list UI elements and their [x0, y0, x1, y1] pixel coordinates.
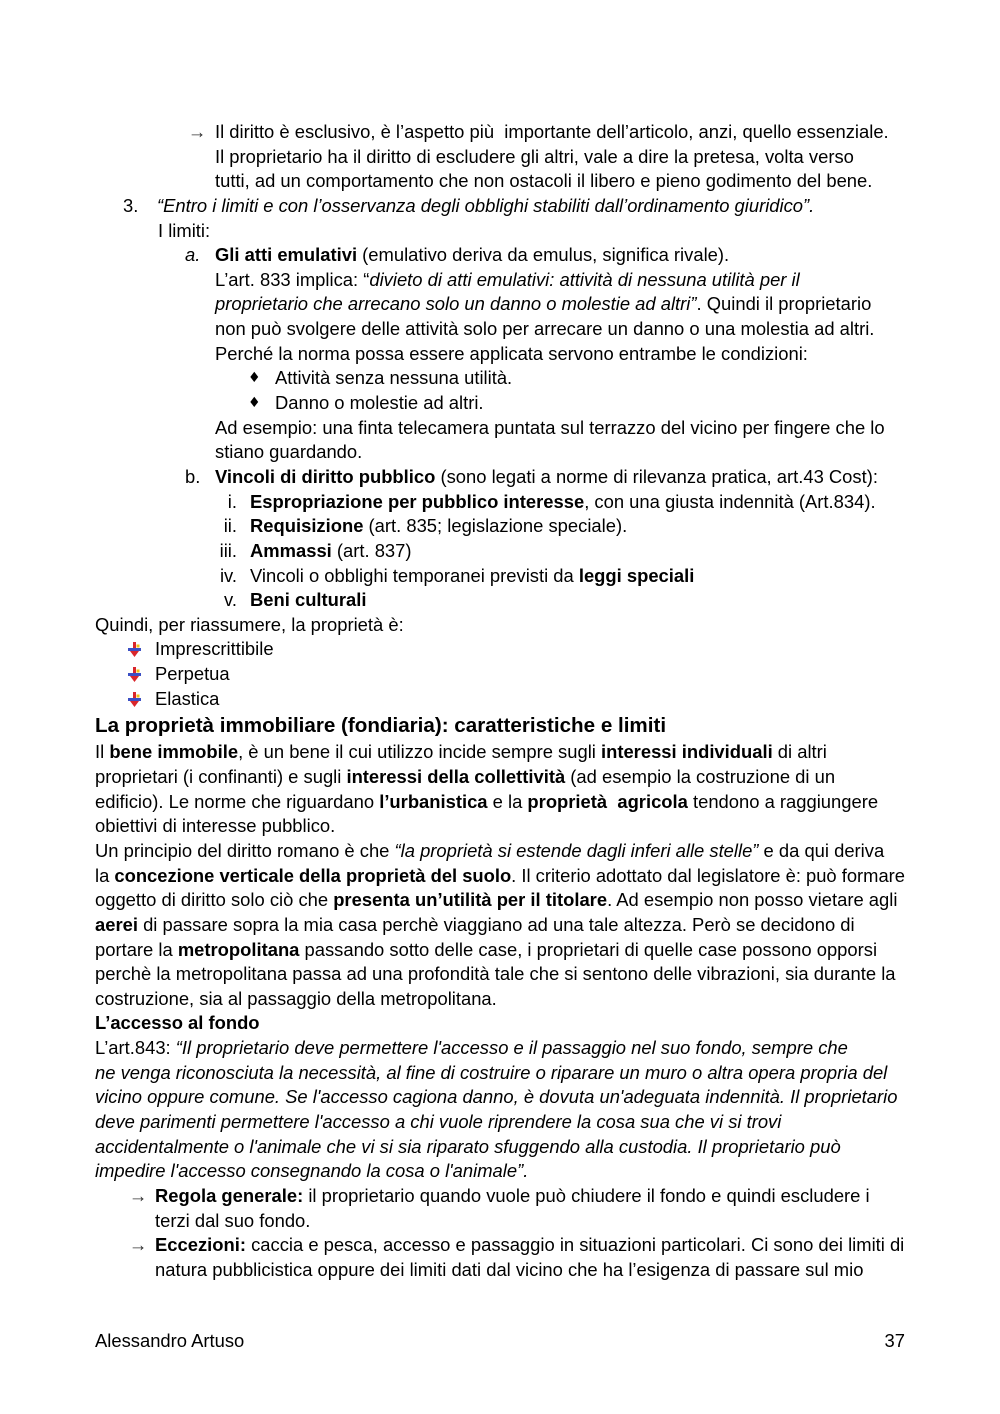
text-run: . Il criterio adottato dal legislatore è: può formare: [511, 864, 905, 886]
list-item-diamond: [95, 391, 905, 416]
line-text: [95, 913, 855, 938]
line-text: [95, 987, 497, 1012]
line-text: [215, 465, 878, 490]
paragraph-line: [95, 962, 905, 987]
italic-text: accidentalmente o l'animale che vi si sia riparato sfuggendo alla custodia. Il proprietario può: [95, 1135, 841, 1157]
line-text: [250, 490, 876, 515]
text-run: la: [95, 864, 115, 886]
list-item-continuation: [95, 317, 905, 342]
line-text: [155, 1258, 863, 1283]
text-run: non può svolgere delle attività solo per arrecare un danno o una molestia ad altri.: [215, 318, 875, 340]
text-run: L’art.843:: [95, 1037, 176, 1059]
page-content: [95, 120, 905, 1282]
bold-text: Beni culturali: [250, 589, 367, 611]
colored-arrow-bullet-icon: [127, 667, 142, 682]
list-item-bullet: [95, 637, 905, 662]
text-run: Vincoli o obblighi temporanei previsti da: [250, 564, 579, 586]
roman-marker: v.: [224, 589, 237, 611]
paragraph-line: [95, 938, 905, 963]
list-item-continuation: [95, 342, 905, 367]
line-text: [95, 1036, 848, 1061]
text-run: Imprescrittibile: [155, 638, 274, 660]
letter-marker: a.: [185, 244, 201, 266]
line-text: [250, 539, 412, 564]
line-text: [95, 814, 335, 839]
bold-text: l’urbanistica: [379, 790, 488, 812]
text-run: Ad esempio: una finta telecamera puntata sul terrazzo del vicino per fingere che lo: [215, 416, 885, 438]
line-text: [95, 1061, 887, 1086]
colored-arrow-bullet-icon: [127, 692, 142, 707]
text-run: , è un bene il cui utilizzo incide sempre sugli: [238, 741, 601, 763]
text-run: terzi dal suo fondo.: [155, 1209, 311, 1231]
footer-author: Alessandro Artuso: [95, 1330, 245, 1351]
line-text: [95, 1135, 841, 1160]
line-text: [215, 268, 800, 293]
list-item-roman: [95, 564, 905, 589]
line-text: [155, 1184, 870, 1209]
line-text: [155, 1233, 904, 1258]
list-item-diamond: [95, 366, 905, 391]
line-text: [95, 1110, 781, 1135]
text-run: caccia e pesca, accesso e passaggio in situazioni particolari. Ci sono dei limiti di: [245, 1234, 905, 1256]
bold-text: bene immobile: [109, 741, 239, 763]
list-item-arrow: [95, 1184, 905, 1209]
italic-text: “la proprietà si estende dagli inferi alle stelle”: [394, 839, 759, 861]
paragraph-line: [95, 888, 905, 913]
line-text: [95, 711, 666, 740]
line-text: [95, 613, 404, 638]
paragraph-line: [95, 1135, 905, 1160]
bold-text: presenta un’utilità per il titolare: [333, 889, 608, 911]
text-run: . Quindi il proprietario: [696, 293, 872, 315]
list-item-continuation: [95, 1258, 905, 1283]
text-run: Perché la norma possa essere applicata servono entrambe le condizioni:: [215, 342, 808, 364]
arrow-marker: →: [129, 1184, 148, 1206]
text-run: (ad esempio la costruzione di un: [565, 766, 836, 788]
italic-text: divieto di atti emulativi: attività di nessuna utilità per il: [369, 268, 800, 290]
line-text: [158, 219, 210, 244]
text-run: L’art. 833 implica: “: [215, 268, 370, 290]
italic-text: ne venga riconosciuta la necessità, al fine di costruire o riparare un muro o altra opera propria del: [95, 1061, 888, 1083]
line-text: [95, 1159, 528, 1184]
text-run: , con una giusta indennità (Art.834).: [584, 490, 876, 512]
bold-text: interessi della collettività: [346, 766, 566, 788]
line-text: [215, 292, 871, 317]
list-item-continuation: [95, 145, 905, 170]
text-run: edificio). Le norme che riguardano: [95, 790, 380, 812]
roman-marker: ii.: [223, 515, 237, 537]
diamond-marker: ♦: [248, 395, 261, 412]
line-text: [215, 169, 872, 194]
text-run: Attività senza nessuna utilità.: [275, 367, 513, 389]
number-marker: 3.: [123, 194, 139, 216]
letter-marker: b.: [185, 465, 201, 487]
italic-text: “Il proprietario deve permettere l'accesso e il passaggio nel suo fondo, sempre che: [175, 1037, 848, 1059]
text-run: (sono legati a norme di rilevanza pratica, art.43 Cost):: [435, 465, 878, 487]
paragraph-line: [95, 613, 905, 638]
bold-text: Espropriazione per pubblico interesse: [250, 490, 585, 512]
paragraph-line: [95, 1036, 905, 1061]
line-text: [155, 662, 230, 687]
text-run: Un principio del diritto romano è che: [95, 839, 395, 861]
text-run: La proprietà immobiliare (fondiaria): caratteristiche e limiti: [95, 714, 667, 738]
text-run: (emulativo deriva da emulus, significa rivale).: [357, 244, 730, 266]
line-text: [250, 588, 367, 613]
italic-text: proprietario che arrecano solo un danno o molestie ad altri”: [215, 293, 697, 315]
list-item-continuation: [95, 416, 905, 441]
paragraph-line: [95, 790, 905, 815]
line-text: [95, 1085, 897, 1110]
text-run: Elastica: [155, 687, 220, 709]
line-text: [215, 317, 874, 342]
text-run: tutti, ad un comportamento che non ostacoli il libero e pieno godimento del bene.: [215, 170, 873, 192]
line-text: [250, 514, 627, 539]
text-run: (art. 837): [331, 539, 412, 561]
page-number: 37: [884, 1330, 905, 1351]
text-run: di altri: [772, 741, 827, 763]
list-item-roman: [95, 588, 905, 613]
text-run: e da qui deriva: [758, 839, 885, 861]
bold-text: Gli atti emulativi: [215, 244, 358, 266]
line-text: [250, 564, 694, 589]
text-run: I limiti:: [158, 219, 211, 241]
bold-text: Ammassi: [250, 539, 332, 561]
line-text: [275, 391, 484, 416]
line-text: [215, 440, 362, 465]
paragraph-line: [95, 839, 905, 864]
list-item-continuation: [95, 219, 905, 244]
bold-text: L’accesso al fondo: [95, 1012, 260, 1034]
bold-text: concezione verticale della proprietà del suolo: [114, 864, 512, 886]
italic-text: “Entro i limiti e con l’osservanza degli obblighi stabiliti dall’ordinamento giuridico”.: [157, 194, 815, 216]
bold-text: metropolitana: [177, 938, 300, 960]
paragraph-line: [95, 1085, 905, 1110]
paragraph-line: [95, 740, 905, 765]
bold-text: Vincoli di diritto pubblico: [215, 465, 436, 487]
bold-text: Regola generale:: [155, 1184, 304, 1206]
paragraph-line: [95, 987, 905, 1012]
text-run: di passare sopra la mia casa perchè viaggiano ad una tale altezza. Però se decidono di: [137, 913, 855, 935]
text-run: costruzione, sia al passaggio della metropolitana.: [95, 987, 497, 1009]
colored-arrow-bullet-icon: [127, 642, 142, 657]
line-text: [215, 342, 808, 367]
list-item-roman: [95, 490, 905, 515]
paragraph-line: [95, 1110, 905, 1135]
line-text: [215, 243, 729, 268]
text-run: Il: [95, 741, 110, 763]
bold-text: proprietà agricola: [527, 790, 688, 812]
bold-text: Requisizione: [250, 515, 364, 537]
text-run: il proprietario quando vuole può chiudere il fondo e quindi escludere i: [303, 1184, 870, 1206]
line-text: [95, 962, 896, 987]
line-text: [155, 637, 274, 662]
text-run: Il proprietario ha il diritto di escludere gli altri, vale a dire la pretesa, volta verso: [215, 145, 854, 167]
line-text: [215, 145, 854, 170]
line-text: [95, 790, 878, 815]
arrow-marker: →: [129, 1234, 148, 1256]
italic-text: vicino oppure comune. Se l'accesso cagiona danno, è dovuta un'adeguata indennità. Il proprietario: [95, 1086, 898, 1108]
line-text: [95, 839, 884, 864]
paragraph-line: [95, 864, 905, 889]
list-item-roman: [95, 539, 905, 564]
subsection-heading: [95, 1011, 905, 1036]
text-run: Quindi, per riassumere, la proprietà è:: [95, 613, 404, 635]
text-run: (art. 835; legislazione speciale).: [363, 515, 628, 537]
bold-text: interessi individuali: [600, 741, 773, 763]
line-text: [275, 366, 512, 391]
bold-text: leggi speciali: [578, 564, 695, 586]
text-run: proprietari (i confinanti) e sugli: [95, 766, 347, 788]
list-item-arrow: [95, 1233, 905, 1258]
text-run: Perpetua: [155, 663, 230, 685]
bold-text: aerei: [95, 913, 138, 935]
roman-marker: iv.: [219, 564, 237, 586]
list-item-continuation: [95, 1209, 905, 1234]
list-item-continuation: [95, 169, 905, 194]
line-text: [95, 888, 897, 913]
roman-marker: iii.: [219, 539, 237, 561]
paragraph-line: [95, 1061, 905, 1086]
list-item-roman: [95, 514, 905, 539]
list-item-continuation: [95, 292, 905, 317]
text-run: stiano guardando.: [215, 441, 363, 463]
list-item-numbered: [95, 194, 905, 219]
list-item-continuation: [95, 440, 905, 465]
arrow-marker: →: [188, 121, 207, 142]
text-run: oggetto di diritto solo ciò che: [95, 889, 334, 911]
page-footer: [95, 1329, 905, 1354]
list-item-lettered: [95, 243, 905, 268]
text-run: tendono a raggiungere: [687, 790, 879, 812]
line-text: [215, 120, 889, 145]
bold-text: Eccezioni:: [155, 1234, 246, 1256]
paragraph-line: [95, 765, 905, 790]
list-item-lettered: [95, 465, 905, 490]
paragraph-line: [95, 1159, 905, 1184]
list-item-continuation: [95, 268, 905, 293]
list-item-arrow: [95, 120, 905, 145]
roman-marker: i.: [227, 490, 237, 512]
line-text: [95, 938, 877, 963]
paragraph-line: [95, 814, 905, 839]
text-run: passando sotto delle case, i proprietari di quelle case possono opporsi: [299, 938, 878, 960]
line-text: [155, 1209, 310, 1234]
diamond-marker: ♦: [248, 370, 261, 387]
text-run: e la: [487, 790, 528, 812]
line-text: [95, 765, 835, 790]
text-run: . Ad esempio non posso vietare agli: [607, 889, 898, 911]
section-heading: [95, 711, 905, 740]
line-text: [157, 194, 814, 219]
list-item-bullet: [95, 687, 905, 712]
text-run: portare la: [95, 938, 178, 960]
text-run: perchè la metropolitana passa ad una profondità tale che si sentono delle vibrazioni, sia durante la: [95, 963, 896, 985]
line-text: [155, 687, 219, 712]
text-run: natura pubblicistica oppure dei limiti dati dal vicino che ha l’esigenza di passare sul mio: [155, 1258, 864, 1280]
line-text: [215, 416, 885, 441]
italic-text: deve parimenti permettere l'accesso a chi vuole riprendere la cosa sua che vi si trovi: [95, 1110, 782, 1132]
list-item-bullet: [95, 662, 905, 687]
italic-text: impedire l'accesso consegnando la cosa o l'animale”.: [95, 1160, 529, 1182]
line-text: [95, 1011, 260, 1036]
line-text: [95, 740, 827, 765]
paragraph-line: [95, 913, 905, 938]
text-run: obiettivi di interesse pubblico.: [95, 815, 336, 837]
text-run: Il diritto è esclusivo, è l’aspetto più importante dell’articolo, anzi, quello essenziale.: [215, 121, 889, 142]
text-run: Danno o molestie ad altri.: [275, 392, 484, 414]
line-text: [95, 864, 905, 889]
